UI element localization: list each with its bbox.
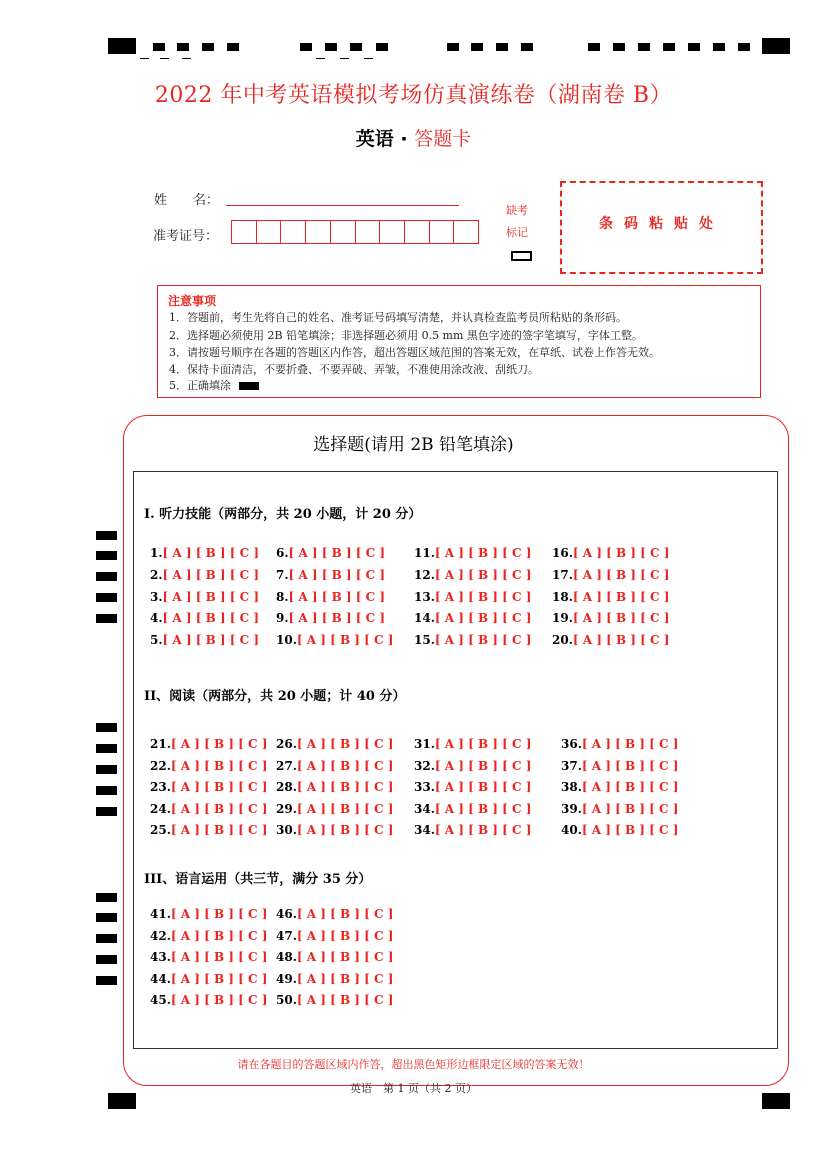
answer-options[interactable]: [ A ] [ B ] [ C ]: [296, 823, 394, 837]
answer-options[interactable]: [ A ] [ B ] [ C ]: [170, 759, 268, 773]
id-digit-box[interactable]: [232, 221, 257, 243]
answer-options[interactable]: [ A ] [ B ] [ C ]: [296, 993, 394, 1007]
notice-title: 注意事项: [168, 294, 217, 308]
answer-item[interactable]: [552, 568, 669, 582]
question-number: 30.: [276, 823, 297, 837]
page-title: 2022 年中考英语模拟考场仿真演练卷（湖南卷 B）: [154, 83, 673, 108]
answer-item[interactable]: [276, 759, 393, 773]
question-number: 34.: [414, 802, 435, 816]
answer-options[interactable]: [ A ] [ B ] [ C ]: [572, 546, 670, 560]
answer-options[interactable]: [ A ] [ B ] [ C ]: [434, 737, 532, 751]
answer-options[interactable]: [ A ] [ B ] [ C ]: [434, 633, 532, 647]
question-number: 29.: [276, 802, 297, 816]
answer-item[interactable]: [150, 802, 267, 816]
id-digit-box[interactable]: [356, 221, 381, 243]
answer-options[interactable]: [ A ] [ B ] [ C ]: [434, 780, 532, 794]
answer-options[interactable]: [ A ] [ B ] [ C ]: [162, 611, 260, 625]
section-heading: I. 听力技能（两部分，共 20 小题，计 20 分）: [144, 507, 422, 522]
answer-item[interactable]: [150, 823, 267, 837]
section-title: 选择题(请用 2B 铅笔填涂): [313, 435, 514, 455]
answer-options[interactable]: [ A ] [ B ] [ C ]: [296, 950, 394, 964]
answer-options[interactable]: [ A ] [ B ] [ C ]: [434, 611, 532, 625]
answer-item[interactable]: [150, 611, 259, 625]
warning-text: 请在各题目的答题区域内作答，超出黑色矩形边框限定区域的答案无效！: [237, 1058, 590, 1071]
answer-item[interactable]: [276, 568, 385, 582]
answer-item[interactable]: [150, 907, 267, 921]
question-number: 47.: [276, 929, 297, 943]
answer-options[interactable]: [ A ] [ B ] [ C ]: [434, 802, 532, 816]
answer-options[interactable]: [ A ] [ B ] [ C ]: [170, 950, 268, 964]
answer-item[interactable]: [414, 802, 531, 816]
answer-item[interactable]: [276, 993, 393, 1007]
answer-options[interactable]: [ A ] [ B ] [ C ]: [288, 611, 386, 625]
answer-item[interactable]: [276, 633, 393, 647]
answer-options[interactable]: [ A ] [ B ] [ C ]: [572, 568, 670, 582]
question-number: 20.: [552, 633, 573, 647]
question-number: 8.: [276, 590, 289, 604]
question-number: 21.: [150, 737, 171, 751]
page-footer: 英语 第 1 页（共 2 页）: [350, 1082, 477, 1095]
question-number: 7.: [276, 568, 289, 582]
question-number: 13.: [414, 590, 435, 604]
question-number: 46.: [276, 907, 297, 921]
notice-box: [157, 285, 761, 398]
answer-item[interactable]: [552, 633, 669, 647]
answer-options[interactable]: [ A ] [ B ] [ C ]: [170, 802, 268, 816]
question-number: 34.: [414, 823, 435, 837]
question-number: 16.: [552, 546, 573, 560]
answer-options[interactable]: [ A ] [ B ] [ C ]: [162, 546, 260, 560]
answer-item[interactable]: [276, 780, 393, 794]
id-digit-box[interactable]: [331, 221, 356, 243]
answer-item[interactable]: [276, 950, 393, 964]
answer-item[interactable]: [414, 780, 531, 794]
answer-options[interactable]: [ A ] [ B ] [ C ]: [434, 568, 532, 582]
subtitle-card: 答题卡: [414, 128, 472, 150]
answer-options[interactable]: [ A ] [ B ] [ C ]: [296, 907, 394, 921]
id-digit-box[interactable]: [380, 221, 405, 243]
question-number: 32.: [414, 759, 435, 773]
answer-options[interactable]: [ A ] [ B ] [ C ]: [288, 590, 386, 604]
answer-options[interactable]: [ A ] [ B ] [ C ]: [434, 823, 532, 837]
id-digit-box[interactable]: [306, 221, 331, 243]
question-number: 33.: [414, 780, 435, 794]
question-number: 38.: [561, 780, 582, 794]
question-number: 48.: [276, 950, 297, 964]
question-number: 3.: [150, 590, 163, 604]
question-number: 49.: [276, 972, 297, 986]
id-number-boxes[interactable]: [231, 220, 479, 244]
answer-item[interactable]: [150, 929, 267, 943]
answer-options[interactable]: [ A ] [ B ] [ C ]: [296, 929, 394, 943]
absent-label-2: 标记: [506, 226, 528, 239]
question-number: 9.: [276, 611, 289, 625]
answer-options[interactable]: [ A ] [ B ] [ C ]: [288, 546, 386, 560]
answer-item[interactable]: [276, 907, 393, 921]
answer-options[interactable]: [ A ] [ B ] [ C ]: [572, 633, 670, 647]
answer-options[interactable]: [ A ] [ B ] [ C ]: [170, 929, 268, 943]
question-number: 39.: [561, 802, 582, 816]
question-number: 19.: [552, 611, 573, 625]
question-number: 50.: [276, 993, 297, 1007]
question-number: 5.: [150, 633, 163, 647]
name-label: 姓 名：: [154, 193, 220, 208]
answer-options[interactable]: [ A ] [ B ] [ C ]: [170, 972, 268, 986]
question-number: 4.: [150, 611, 163, 625]
notice-line: 5．正确填涂: [169, 379, 231, 392]
answer-item[interactable]: [150, 633, 259, 647]
answer-options[interactable]: [ A ] [ B ] [ C ]: [288, 568, 386, 582]
answer-item[interactable]: [414, 546, 531, 560]
question-number: 2.: [150, 568, 163, 582]
name-field[interactable]: [226, 205, 459, 206]
page-subtitle: [0, 124, 827, 151]
question-number: 18.: [552, 590, 573, 604]
question-number: 45.: [150, 993, 171, 1007]
answer-item[interactable]: [414, 568, 531, 582]
answer-options[interactable]: [ A ] [ B ] [ C ]: [434, 759, 532, 773]
question-number: 15.: [414, 633, 435, 647]
id-digit-box[interactable]: [430, 221, 455, 243]
answer-item[interactable]: [150, 972, 267, 986]
answer-options[interactable]: [ A ] [ B ] [ C ]: [162, 590, 260, 604]
question-number: 10.: [276, 633, 297, 647]
answer-options[interactable]: [ A ] [ B ] [ C ]: [170, 823, 268, 837]
answer-item[interactable]: [561, 780, 678, 794]
notice-line: 1．答题前，考生先将自己的姓名、准考证号码填写清楚，并认真检查监考员所粘贴的条形码。: [169, 311, 627, 324]
notice-line: 2．选择题必须使用 2B 铅笔填涂；非选择题必须用 0.5 mm 黑色字迹的签字笔填写，字体工整。: [169, 329, 643, 342]
notice-line: 3．请按题号顺序在各题的答题区内作答，超出答题区域范围的答案无效，在草纸、试卷上作答无效。: [169, 346, 660, 359]
answer-item[interactable]: [276, 611, 385, 625]
question-number: 12.: [414, 568, 435, 582]
question-number: 26.: [276, 737, 297, 751]
question-number: 22.: [150, 759, 171, 773]
question-number: 36.: [561, 737, 582, 751]
question-number: 14.: [414, 611, 435, 625]
answer-item[interactable]: [150, 759, 267, 773]
answer-options[interactable]: [ A ] [ B ] [ C ]: [296, 737, 394, 751]
answer-options[interactable]: [ A ] [ B ] [ C ]: [170, 737, 268, 751]
question-number: 23.: [150, 780, 171, 794]
answer-item[interactable]: [276, 590, 385, 604]
question-number: 37.: [561, 759, 582, 773]
barcode-area: [560, 181, 763, 274]
answer-item[interactable]: [150, 590, 259, 604]
question-number: 6.: [276, 546, 289, 560]
answer-item[interactable]: [561, 802, 678, 816]
answer-item[interactable]: [552, 590, 669, 604]
answer-options[interactable]: [ A ] [ B ] [ C ]: [162, 568, 260, 582]
answer-item[interactable]: [150, 568, 259, 582]
question-number: 41.: [150, 907, 171, 921]
correct-fill-sample: [239, 382, 259, 390]
answer-item[interactable]: [552, 546, 669, 560]
question-number: 1.: [150, 546, 163, 560]
answer-item[interactable]: [276, 929, 393, 943]
answer-item[interactable]: [414, 611, 531, 625]
notice-line: 4．保持卡面清洁，不要折叠、不要弄破、弄皱，不准使用涂改液、刮纸刀。: [169, 363, 539, 376]
answer-options[interactable]: [ A ] [ B ] [ C ]: [581, 737, 679, 751]
section-heading: III、语言运用（共三节，满分 35 分）: [144, 872, 372, 887]
question-number: 11.: [414, 546, 435, 560]
answer-options[interactable]: [ A ] [ B ] [ C ]: [296, 780, 394, 794]
answer-options[interactable]: [ A ] [ B ] [ C ]: [581, 823, 679, 837]
answer-item[interactable]: [414, 759, 531, 773]
question-number: 28.: [276, 780, 297, 794]
question-number: 24.: [150, 802, 171, 816]
answer-options[interactable]: [ A ] [ B ] [ C ]: [572, 590, 670, 604]
answer-item[interactable]: [150, 993, 267, 1007]
answer-options[interactable]: [ A ] [ B ] [ C ]: [296, 759, 394, 773]
answer-options[interactable]: [ A ] [ B ] [ C ]: [581, 759, 679, 773]
answer-item[interactable]: [150, 546, 259, 560]
answer-options[interactable]: [ A ] [ B ] [ C ]: [581, 780, 679, 794]
answer-item[interactable]: [276, 802, 393, 816]
question-number: 17.: [552, 568, 573, 582]
id-digit-box[interactable]: [257, 221, 282, 243]
answer-item[interactable]: [150, 780, 267, 794]
barcode-label: 条码粘贴处: [599, 216, 724, 232]
answer-options[interactable]: [ A ] [ B ] [ C ]: [581, 802, 679, 816]
id-label: 准考证号：: [153, 229, 219, 244]
question-number: 43.: [150, 950, 171, 964]
answer-item[interactable]: [276, 546, 385, 560]
question-number: 42.: [150, 929, 171, 943]
question-number: 25.: [150, 823, 171, 837]
id-digit-box[interactable]: [405, 221, 430, 243]
absent-mark-box[interactable]: [511, 251, 532, 261]
answer-options[interactable]: [ A ] [ B ] [ C ]: [296, 633, 394, 647]
answer-item[interactable]: [276, 972, 393, 986]
question-number: 40.: [561, 823, 582, 837]
answer-item[interactable]: [276, 737, 393, 751]
answer-item[interactable]: [561, 823, 678, 837]
answer-item[interactable]: [552, 611, 669, 625]
answer-options[interactable]: [ A ] [ B ] [ C ]: [434, 546, 532, 560]
answer-options[interactable]: [ A ] [ B ] [ C ]: [170, 907, 268, 921]
answer-item[interactable]: [561, 737, 678, 751]
answer-options[interactable]: [ A ] [ B ] [ C ]: [170, 780, 268, 794]
answer-options[interactable]: [ A ] [ B ] [ C ]: [434, 590, 532, 604]
absent-label-1: 缺考: [506, 204, 528, 217]
section-heading: II、阅读（两部分，共 20 小题；计 40 分）: [144, 689, 406, 704]
answer-item[interactable]: [276, 823, 393, 837]
answer-item[interactable]: [561, 759, 678, 773]
answer-options[interactable]: [ A ] [ B ] [ C ]: [572, 611, 670, 625]
answer-item[interactable]: [150, 737, 267, 751]
answer-item[interactable]: [414, 823, 531, 837]
answer-options[interactable]: [ A ] [ B ] [ C ]: [162, 633, 260, 647]
id-digit-box[interactable]: [281, 221, 306, 243]
answer-item[interactable]: [414, 737, 531, 751]
answer-item[interactable]: [414, 590, 531, 604]
id-digit-box[interactable]: [454, 221, 478, 243]
answer-options[interactable]: [ A ] [ B ] [ C ]: [296, 802, 394, 816]
subtitle-subject: 英语 ·: [355, 128, 415, 150]
question-number: 31.: [414, 737, 435, 751]
answer-options[interactable]: [ A ] [ B ] [ C ]: [296, 972, 394, 986]
question-number: 27.: [276, 759, 297, 773]
question-number: 44.: [150, 972, 171, 986]
answer-options[interactable]: [ A ] [ B ] [ C ]: [170, 993, 268, 1007]
answer-item[interactable]: [414, 633, 531, 647]
answer-item[interactable]: [150, 950, 267, 964]
